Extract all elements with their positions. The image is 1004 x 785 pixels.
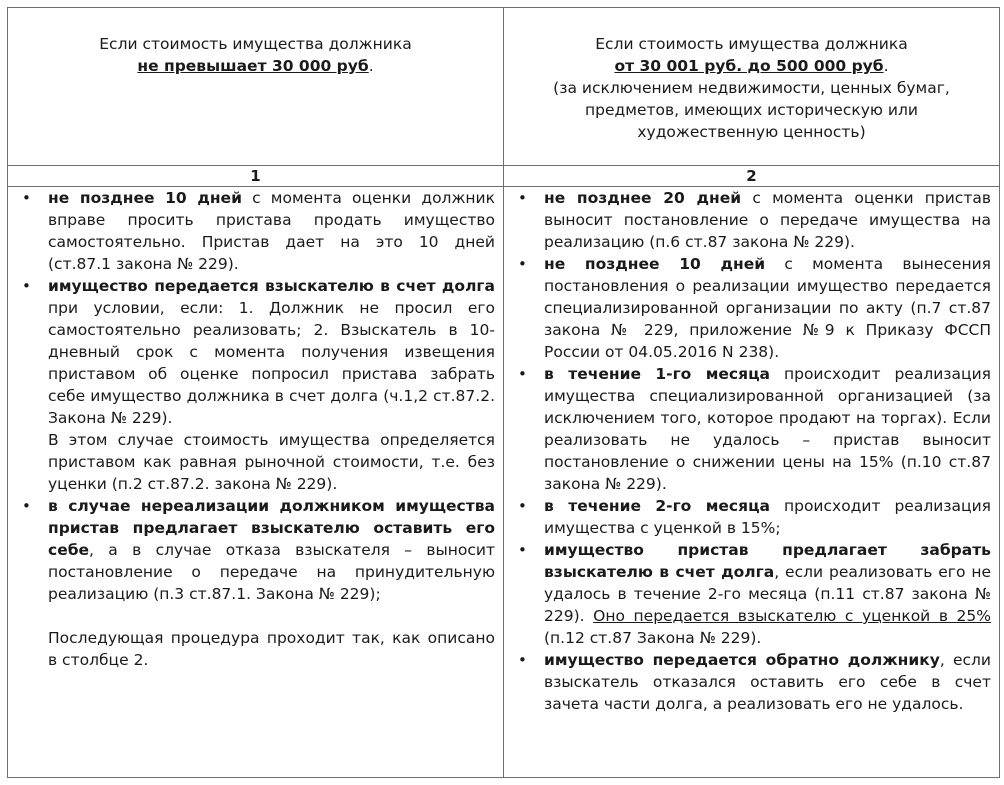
header-right-line1: Если стоимость имущества должника <box>595 35 908 53</box>
header-cell-left <box>8 8 504 166</box>
left-item-3-text: , а в случае отказа взыскателя – выносит постановление о передаче на принудительную реализацию (п.3 ст.87.1. Закона № 229); <box>48 541 495 603</box>
left-item-2-extra: В этом случае стоимость имущества определяется приставом как равная рыночной стоимости, т.е. без уценки (п.2 ст.87.2. закона № 229). <box>48 431 495 493</box>
column-number-2: 2 <box>504 166 1000 187</box>
right-item-5 <box>504 539 999 649</box>
bullet-icon: • <box>22 189 31 207</box>
column-number-1: 1 <box>8 166 504 187</box>
right-item-5-underlined: Оно передается взыскателю с уценкой в 25% <box>593 607 991 625</box>
header-left-line1: Если стоимость имущества должника <box>99 35 412 53</box>
right-item-5-text-after: (п.12 ст.87 Закона № 229). <box>544 629 762 647</box>
header-right-tail: . <box>883 57 889 75</box>
left-item-2-bold: имущество передается взыскателю в счет долга <box>48 277 495 295</box>
comparison-table <box>7 7 1000 778</box>
bullet-icon: • <box>518 651 527 669</box>
right-item-5-text: , если реализовать его не удалось в течение 2-го месяца (п.11 ст.87 закона № 229). <box>544 563 991 625</box>
right-item-6-text: , если взыскатель отказался оставить его себе в счет зачета части долга, а реализовать его не удалось. <box>544 651 991 713</box>
left-item-1-text: с момента оценки должник вправе просить пристава продать имущество самостоятельно. Пристав дает на это 10 дней (ст.87.1 закона № 229). <box>48 189 495 273</box>
bullet-icon: • <box>518 365 527 383</box>
left-item-2-text: при условии, если: 1. Должник не просил его самостоятельно реализовать; 2. Взыскатель в 10-дневный срок с момента получения извещения приставом об оценке попросил пристава забрать себе имущество должника в счет долга (ч.1,2 ст.87.2. Закона № 229). <box>48 299 495 427</box>
header-right-threshold: от 30 001 руб. до 500 000 руб <box>614 57 884 75</box>
right-item-3 <box>504 363 999 495</box>
header-left-threshold: не превышает 30 000 руб <box>137 57 369 75</box>
left-item-3-bold: в случае нереализации должником имущества пристав предлагает взыскателю оставить его себе <box>48 497 495 559</box>
bullet-icon: • <box>518 497 527 515</box>
left-item-1 <box>8 187 503 275</box>
left-item-3-extra: Последующая процедура проходит так, как описано в столбце 2. <box>48 629 495 669</box>
bullet-icon: • <box>518 541 527 559</box>
right-item-2 <box>504 253 999 363</box>
right-item-6-bold: имущество передается обратно должнику <box>544 651 940 669</box>
right-item-5-bold: имущество пристав предлагает забрать взыскателю в счет долга <box>544 541 991 581</box>
right-item-6 <box>504 649 999 715</box>
header-right-note-1: (за исключением недвижимости, ценных бумаг, <box>553 79 950 97</box>
right-item-4-text: происходит реализация имущества с уценкой в 15%; <box>544 497 991 537</box>
left-item-3 <box>8 495 503 671</box>
bullet-icon: • <box>518 255 527 273</box>
header-right-note-3: художественную ценность) <box>637 123 866 141</box>
right-item-4-bold: в течение 2-го месяца <box>544 497 771 515</box>
bullet-icon: • <box>518 189 527 207</box>
header-right-note-2: предметов, имеющих историческую или <box>585 101 918 119</box>
right-column-body <box>504 187 1000 778</box>
right-item-2-text: с момента вынесения постановления о реализации имущество передается специализированной организации по акту (п.7 ст.87 закона № 229, приложение №9 к Приказу ФССП России от 04.05.2016 N 238). <box>544 255 991 361</box>
bullet-icon: • <box>22 497 31 515</box>
right-item-1-text: с момента оценки пристав выносит постановление о передаче имущества на реализацию (п.6 ст.87 закона № 229). <box>544 189 991 251</box>
left-column-body <box>8 187 504 778</box>
header-left-tail: . <box>368 57 374 75</box>
right-item-2-bold: не позднее 10 дней <box>544 255 766 273</box>
right-item-3-bold: в течение 1-го месяца <box>544 365 771 383</box>
left-item-2 <box>8 275 503 495</box>
right-item-3-text: происходит реализация имущества специализированной организацией (за исключением того, которое продают на торгах). Если реализовать не удалось – пристав выносит постановление о снижении цены на 15% (п.10 ст.87 закона № 229). <box>544 365 991 493</box>
right-item-1-bold: не позднее 20 дней <box>544 189 742 207</box>
right-item-4 <box>504 495 999 539</box>
left-item-1-bold: не позднее 10 дней <box>48 189 242 207</box>
header-cell-right <box>504 8 1000 166</box>
spacer <box>48 605 495 627</box>
right-item-1 <box>504 187 999 253</box>
bullet-icon: • <box>22 277 31 295</box>
